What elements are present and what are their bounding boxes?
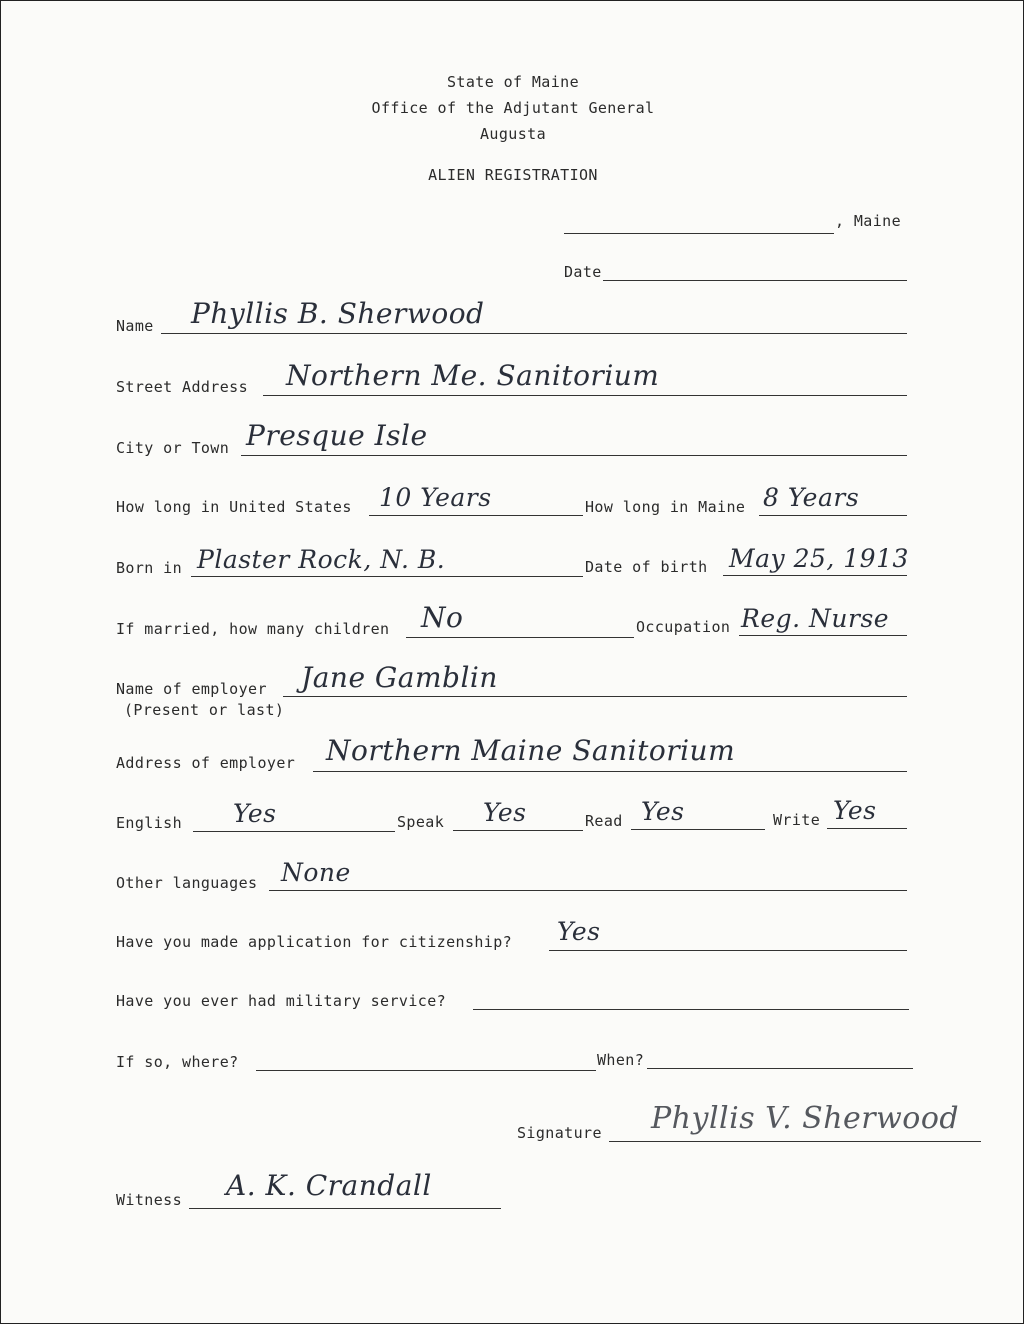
speak-field-line (453, 830, 583, 831)
read-label: Read (585, 812, 623, 830)
other-languages-label: Other languages (116, 874, 258, 892)
born-in-field-line (191, 576, 583, 577)
how-long-us-field-line (369, 515, 583, 516)
witness-field-line (189, 1208, 501, 1209)
date-field-line (603, 280, 907, 281)
maine-label: , Maine (835, 212, 902, 230)
occupation-label: Occupation (636, 618, 731, 636)
born-in-label: Born in (116, 559, 183, 577)
occupation-value: Reg. Nurse (741, 604, 890, 633)
street-address-label: Street Address (116, 378, 249, 396)
header-city: Augusta (479, 125, 546, 143)
employer-name-field-line (283, 696, 907, 697)
read-field-line (631, 829, 765, 830)
street-address-field-line (263, 395, 907, 396)
street-address-value: Northern Me. Sanitorium (286, 359, 660, 392)
how-long-us-value: 10 Years (379, 483, 492, 512)
english-field-line (193, 831, 395, 832)
date-label: Date (564, 263, 602, 281)
name-label: Name (116, 317, 154, 335)
signature-label: Signature (517, 1124, 602, 1142)
employer-address-field-line (313, 771, 907, 772)
citizenship-label: Have you made application for citizenship? (116, 933, 513, 951)
witness-label: Witness (116, 1191, 183, 1209)
how-long-maine-field-line (759, 515, 907, 516)
name-field-line (161, 333, 907, 334)
town-field-line (564, 233, 834, 234)
city-label: City or Town (116, 439, 230, 457)
where-label: If so, where? (116, 1053, 239, 1071)
citizenship-value: Yes (557, 917, 601, 946)
english-label: English (116, 814, 183, 832)
header-state: State of Maine (446, 73, 580, 91)
write-field-line (827, 828, 907, 829)
form-title: ALIEN REGISTRATION (428, 166, 598, 184)
witness-value: A. K. Crandall (226, 1169, 432, 1202)
children-value: No (421, 601, 464, 634)
speak-value: Yes (483, 798, 527, 827)
date-of-birth-field-line (723, 575, 907, 576)
employer-address-value: Northern Maine Sanitorium (326, 734, 736, 767)
employer-name-label: Name of employer (116, 680, 267, 698)
city-value: Presque Isle (246, 419, 428, 452)
signature-value: Phyllis V. Sherwood (651, 1101, 960, 1136)
write-label: Write (773, 811, 821, 829)
employer-address-label: Address of employer (116, 754, 296, 772)
children-field-line (406, 637, 634, 638)
signature-field-line (609, 1141, 981, 1142)
born-in-value: Plaster Rock, N. B. (197, 545, 446, 574)
how-long-maine-value: 8 Years (763, 483, 860, 512)
how-long-maine-label: How long in Maine (585, 498, 746, 516)
military-label: Have you ever had military service? (116, 992, 447, 1010)
children-label: If married, how many children (116, 620, 390, 638)
employer-note-label: (Present or last) (124, 701, 285, 719)
other-languages-value: None (281, 858, 351, 887)
military-field-line (473, 1009, 909, 1010)
other-languages-field-line (269, 890, 907, 891)
header-office: Office of the Adjutant General (371, 99, 655, 117)
where-field-line (256, 1070, 596, 1071)
english-value: Yes (233, 799, 277, 828)
name-value: Phyllis B. Sherwood (191, 297, 485, 330)
employer-name-value: Jane Gamblin (301, 661, 498, 694)
date-of-birth-label: Date of birth (585, 558, 708, 576)
how-long-us-label: How long in United States (116, 498, 352, 516)
occupation-field-line (739, 635, 907, 636)
speak-label: Speak (397, 813, 445, 831)
date-of-birth-value: May 25, 1913 (729, 544, 909, 573)
when-field-line (647, 1068, 913, 1069)
write-value: Yes (833, 796, 877, 825)
city-field-line (241, 455, 907, 456)
citizenship-field-line (549, 950, 907, 951)
read-value: Yes (641, 797, 685, 826)
when-label: When? (597, 1051, 645, 1069)
